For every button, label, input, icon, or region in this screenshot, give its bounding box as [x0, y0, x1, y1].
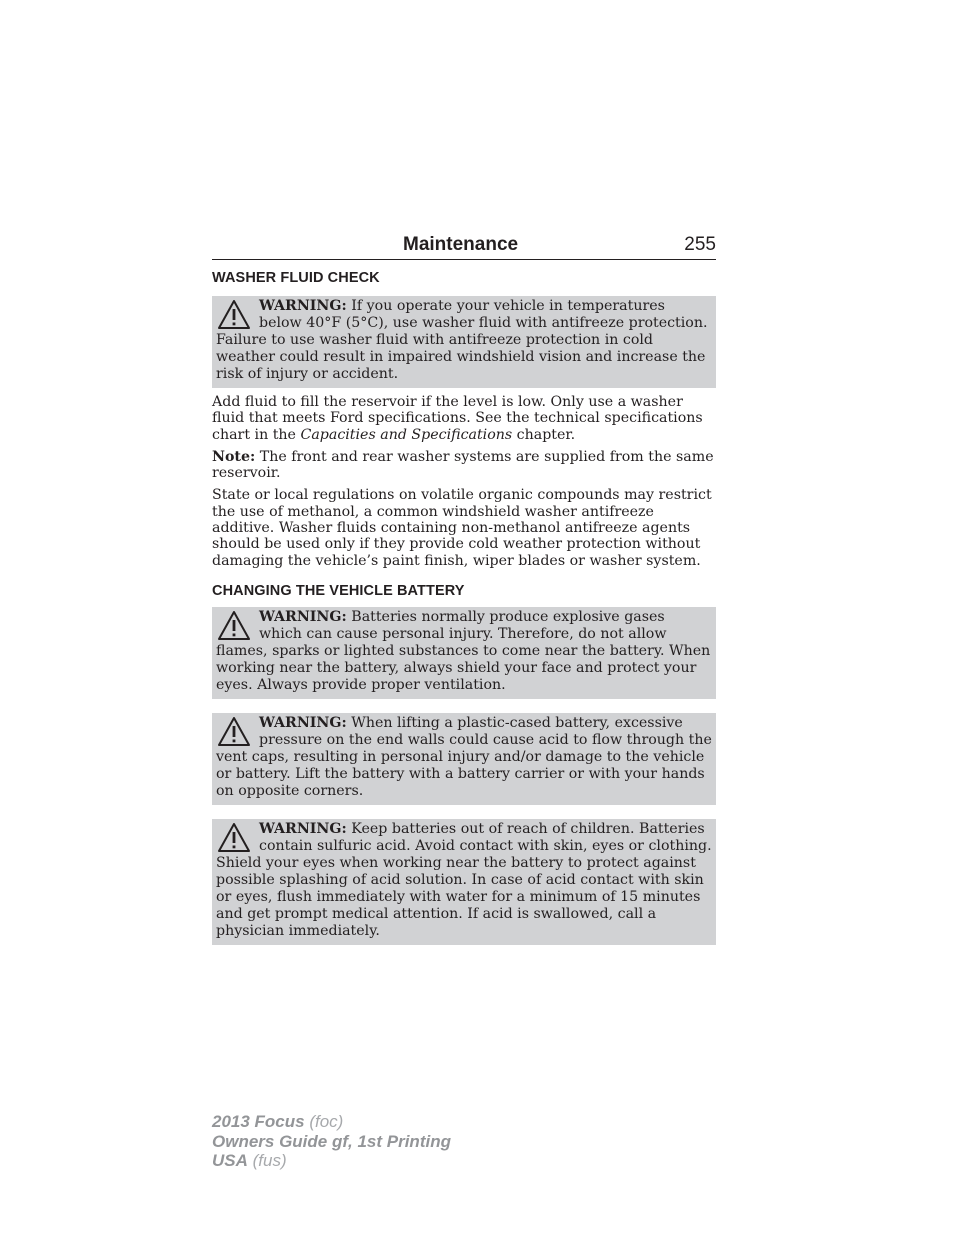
- paragraph-regulations: State or local regulations on volatile organic compounds may restrict the use of methanol, a common windshield washer antifreeze additive. Washer fluids containing non-methanol antifreeze agents should be used only if they provide cold weather protection without damaging the vehicle’s paint finish, wiper blades or washer system.: [212, 487, 712, 569]
- footer-model: 2013 Focus: [212, 1112, 305, 1131]
- manual-page: [212, 228, 716, 945]
- footer-line-model: [212, 1112, 451, 1132]
- note-paragraph: [212, 449, 716, 482]
- warning-triangle-icon: [216, 298, 252, 332]
- warning-text: When lifting a plastic-cased battery, excessive pressure on the end walls could cause acid to flow through the vent caps, resulting in personal injury and/or damage to the vehicle or battery. Lift the battery with a battery carrier or with your hands on opposite corners.: [216, 714, 712, 799]
- paragraph-add-fluid: [212, 394, 716, 443]
- warning-label: WARNING:: [259, 608, 347, 625]
- note-label: Note:: [212, 448, 256, 465]
- warning-text: Batteries normally produce explosive gases which can cause personal injury. Therefore, do not allow flames, sparks or lighted substances to come near the battery. When working near the battery, always shield your face and protect your eyes. Always provide proper ventilation.: [216, 608, 711, 693]
- warning-label: WARNING:: [259, 714, 347, 731]
- section-heading-washer-fluid: WASHER FLUID CHECK: [212, 270, 380, 286]
- paragraph-text: chapter.: [512, 426, 576, 443]
- warning-label: WARNING:: [259, 820, 347, 837]
- warning-label: WARNING:: [259, 298, 347, 314]
- warning-box: [212, 713, 716, 805]
- warning-triangle-icon: [216, 821, 252, 855]
- warning-box: [212, 819, 716, 945]
- warning-triangle-icon: [216, 609, 252, 643]
- page-footer: [212, 1112, 451, 1171]
- footer-model-code: (foc): [309, 1112, 344, 1131]
- footer-line-guide: [212, 1132, 451, 1152]
- chapter-title: Maintenance: [403, 234, 519, 255]
- note-text: The front and rear washer systems are supplied from the same reservoir.: [212, 448, 714, 482]
- warning-text: Keep batteries out of reach of children. Batteries contain sulfuric acid. Avoid contact with skin, eyes or clothing. Shield your eyes when working near the battery to protect against possible splashing of acid solution. In case of acid contact with skin or eyes, flush immediately with water for a minimum of 15 minutes and get prompt medical attention. If acid is swallowed, call a physician immediately.: [216, 820, 712, 939]
- chapter-reference: Capacities and Specifications: [300, 426, 513, 443]
- warning-text: If you operate your vehicle in temperatures below 40°F (5°C), use washer fluid with antifreeze protection. Failure to use washer fluid with antifreeze protection in cold weather could result in impaired windshield vision and increase the risk of injury or accident.: [216, 298, 708, 382]
- footer-market-code: (fus): [252, 1151, 287, 1170]
- page-header: [212, 228, 716, 260]
- section-heading-battery: CHANGING THE VEHICLE BATTERY: [212, 582, 465, 599]
- warning-box: [212, 607, 716, 699]
- warning-triangle-icon: [216, 715, 252, 749]
- warning-box: [212, 296, 716, 388]
- paragraph-text: Add fluid to fill the reservoir if the level is low. Only use a washer fluid that meets Ford specifications. See the technical specifications chart in the: [212, 394, 703, 443]
- page-number: 255: [684, 234, 716, 255]
- footer-market: USA: [212, 1151, 248, 1170]
- footer-guide: Owners Guide gf, 1st Printing: [212, 1131, 451, 1151]
- footer-line-market: [212, 1151, 451, 1171]
